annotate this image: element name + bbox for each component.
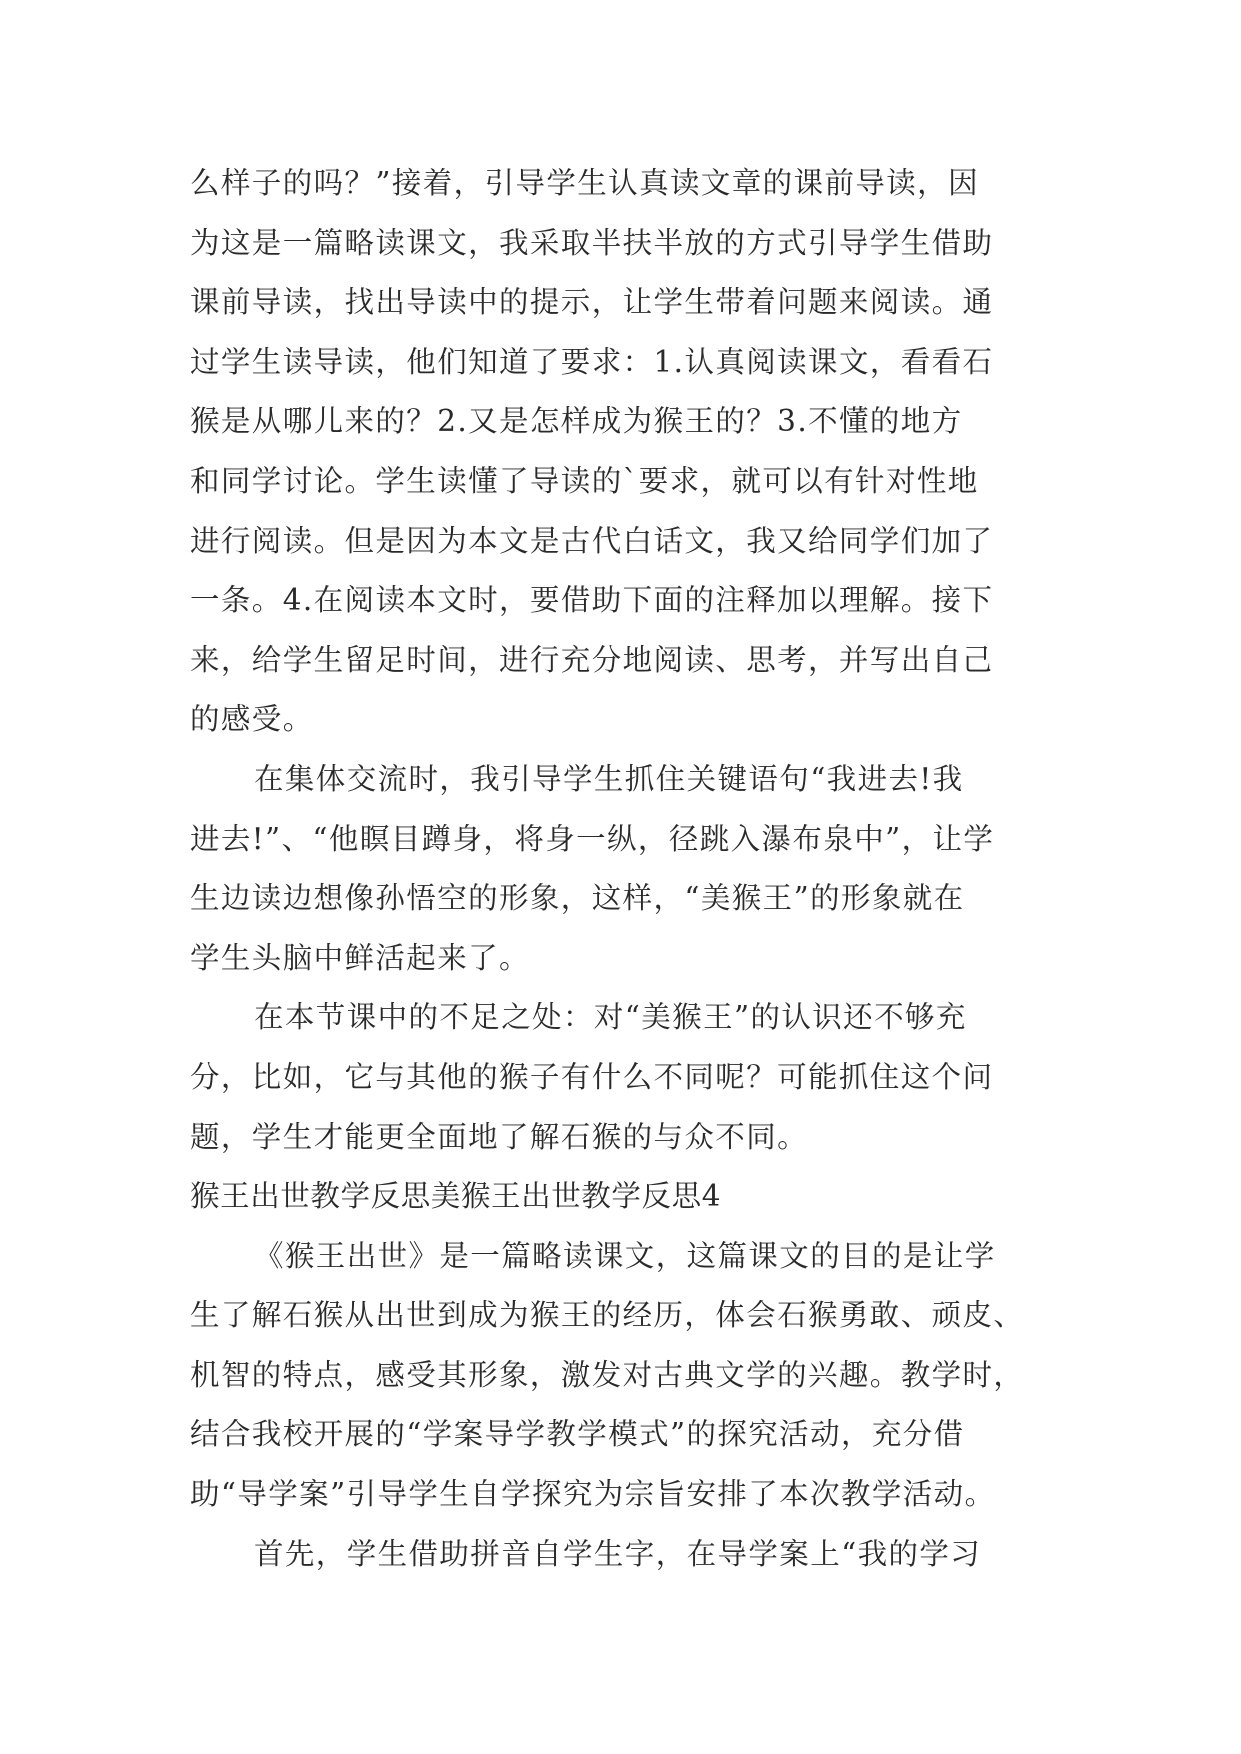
text-line: 来，给学生留足时间，进行充分地阅读、思考，并写出自己 [190, 642, 994, 677]
text-line: 生了解石猴从出世到成为猴王的经历，体会石猴勇敢、顽皮、 [190, 1298, 1025, 1333]
text-line: 么样子的吗？”接着，引导学生认真读文章的课前导读，因 [190, 166, 979, 200]
text-line: 的感受。 [190, 702, 314, 737]
text-line: 猴是从哪儿来的？2.又是怎样成为猴王的？3.不懂的地方 [190, 404, 963, 439]
paragraph-first-step [190, 1525, 1050, 1585]
text-line: 和同学讨论。学生读懂了导读的`要求，就可以有针对性地 [190, 463, 979, 498]
text-line: 进行阅读。但是因为本文是古代白话文，我又给同学们加了 [190, 523, 994, 558]
text-line: 学生头脑中鲜活起来了。 [190, 940, 530, 975]
text-line: 题，学生才能更全面地了解石猴的与众不同。 [190, 1119, 809, 1154]
text-line: 结合我校开展的“学案导学教学模式”的探究活动，充分借 [190, 1417, 965, 1452]
text-line: 一条。4.在阅读本文时，要借助下面的注释加以理解。接下 [190, 583, 994, 618]
text-line: 分，比如，它与其他的猴子有什么不同呢？可能抓住这个问 [190, 1059, 994, 1094]
paragraph-intro [190, 1227, 1050, 1525]
text-line: 进去!”、“他瞑目蹲身，将身一纵，径跳入瀑布泉中”，让学 [190, 821, 995, 856]
text-line: 在集体交流时，我引导学生抓住关键语句“我进去!我 [254, 761, 964, 796]
section-heading: 猴王出世教学反思美猴王出世教学反思4 [190, 1179, 722, 1214]
text-line: 生边读边想像孙悟空的形象，这样，“美猴王”的形象就在 [190, 881, 965, 916]
paragraph-continuation [190, 154, 1050, 750]
paragraph-shortcomings [190, 988, 1050, 1167]
text-line: 为这是一篇略读课文，我采取半扶半放的方式引导学生借助 [190, 225, 994, 260]
document-body [190, 154, 1050, 1584]
text-line: 机智的特点，感受其形象，激发对古典文学的兴趣。教学时， [190, 1357, 1025, 1392]
text-line: 首先，学生借助拼音自学生字，在导学案上“我的学习 [254, 1536, 982, 1571]
text-line: 课前导读，找出导读中的提示，让学生带着问题来阅读。通 [190, 285, 994, 320]
text-line: 助“导学案”引导学生自学探究为宗旨安排了本次教学活动。 [190, 1477, 996, 1512]
text-line: 《猴王出世》是一篇略读课文，这篇课文的目的是让学 [254, 1238, 996, 1273]
paragraph-group-discussion [190, 750, 1050, 988]
text-line: 过学生读导读，他们知道了要求：1.认真阅读课文，看看石 [190, 344, 994, 379]
text-line: 在本节课中的不足之处：对“美猴王”的认识还不够充 [254, 1000, 967, 1035]
